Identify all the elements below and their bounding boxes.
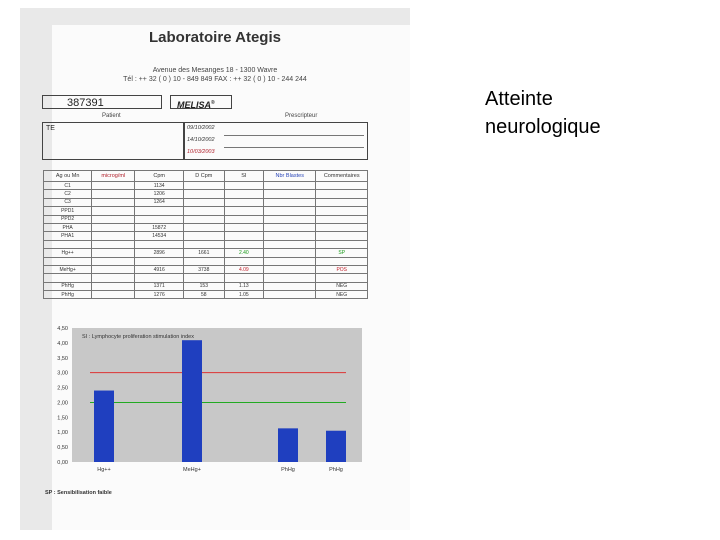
column-header: Cpm [135,171,184,182]
table-cell-dcpm [184,190,224,198]
y-tick-label: 3,00 [57,370,68,377]
table-cell-comment [316,257,368,265]
table-cell-blast [264,274,316,282]
table-cell-si [224,240,264,248]
table-cell-ag: PPD2 [44,215,92,223]
table-cell-blast [264,215,316,223]
table-cell-ag: C3 [44,198,92,206]
table-cell-dcpm: 3738 [184,265,224,273]
table-row [44,232,368,240]
table-cell-comment: NEG [316,282,368,290]
table-row [44,257,368,265]
table-cell-dcpm [184,207,224,215]
table-cell-conc [92,223,135,231]
table-cell-ag: PHA1 [44,232,92,240]
table-cell-conc [92,215,135,223]
table-cell-si: 1.13 [224,282,264,290]
y-tick-label: 2,50 [57,385,68,392]
table-cell-ag [44,274,92,282]
table-cell-cpm: 14534 [135,232,184,240]
table-row [44,182,368,190]
table-header-row [44,171,368,182]
table-cell-comment: NEG [316,291,368,299]
x-tick-label: PhHg [281,467,295,473]
column-header: Ag ou Mn [44,171,92,182]
table-cell-comment [316,240,368,248]
table-cell-comment [316,198,368,206]
table-cell-dcpm [184,198,224,206]
table-cell-cpm [135,257,184,265]
table-cell-ag [44,257,92,265]
patient-number-box [42,95,162,109]
table-cell-si [224,223,264,231]
table-row [44,190,368,198]
table-cell-conc [92,198,135,206]
table-cell-dcpm: 153 [184,282,224,290]
caption [485,85,601,141]
table-cell-si [224,190,264,198]
table-cell-conc [92,190,135,198]
table-row [44,291,368,299]
table-cell-conc [92,207,135,215]
table-cell-comment: SP [316,249,368,257]
table-cell-cpm: 1206 [135,190,184,198]
dates-divider [224,135,364,136]
plot-area [72,328,362,462]
table-cell-blast [264,291,316,299]
table-cell-cpm: 1276 [135,291,184,299]
table-cell-dcpm [184,232,224,240]
table-row [44,265,368,273]
table-cell-blast [264,249,316,257]
table-cell-si [224,215,264,223]
patient-number: 387391 [67,97,104,109]
table-cell-dcpm [184,215,224,223]
table-cell-blast [264,190,316,198]
table-cell-dcpm [184,240,224,248]
table-cell-ag: PHA [44,223,92,231]
table-cell-si: 1.05 [224,291,264,299]
y-tick-label: 3,50 [57,355,68,362]
table-cell-cpm: 1371 [135,282,184,290]
chart-title: SI : Lymphocyte proliferation stimulation index [82,334,194,340]
table-cell-blast [264,182,316,190]
table-cell-dcpm [184,274,224,282]
test-name-box [170,95,232,109]
table-cell-cpm: 1134 [135,182,184,190]
table-row [44,240,368,248]
table-cell-blast [264,282,316,290]
table-row [44,215,368,223]
table-cell-conc [92,232,135,240]
table-cell-ag [44,240,92,248]
bar-1 [94,391,114,462]
y-tick-label: 4,50 [57,326,68,332]
caption-line-1: Atteinte [485,88,553,110]
table-cell-blast [264,207,316,215]
table-cell-ag: MeHg+ [44,265,92,273]
table-cell-cpm: 1264 [135,198,184,206]
caption-line-2: neurologique [485,116,601,138]
y-tick-label: 1,00 [57,430,68,437]
table-cell-si [224,274,264,282]
y-tick-label: 2,00 [57,400,68,407]
x-tick-label: PhHg [329,467,343,473]
table-cell-blast [264,265,316,273]
table-cell-blast [264,232,316,240]
table-cell-comment: POS [316,265,368,273]
registered-mark: ® [211,100,215,106]
table-cell-dcpm: 1661 [184,249,224,257]
table-cell-blast [264,257,316,265]
table-cell-conc [92,249,135,257]
table-cell-si: 2.40 [224,249,264,257]
column-header: SI [224,171,264,182]
column-header: microg/ml [92,171,135,182]
footnote: SP : Sensibilisation faible [45,490,112,496]
column-header: Nbr Blastes [264,171,316,182]
table-cell-ag: PhHg [44,291,92,299]
dates-box [183,122,368,160]
table-cell-comment [316,223,368,231]
table-cell-conc [92,282,135,290]
y-tick-label: 0,00 [57,460,68,466]
column-header: Commentaires [316,171,368,182]
x-tick-label: Hg++ [97,467,111,473]
table-cell-si: 4.09 [224,265,264,273]
x-tick-label: MeHg+ [183,467,201,473]
patient-name: TE [46,125,55,132]
table-cell-ag: C2 [44,190,92,198]
table-cell-comment [316,215,368,223]
test-name: MELISA [177,100,212,110]
table-row [44,274,368,282]
dates-divider [224,147,364,148]
table-cell-si [224,182,264,190]
table-cell-cpm [135,207,184,215]
table-cell-dcpm [184,257,224,265]
table-cell-cpm: 4916 [135,265,184,273]
table-row [44,249,368,257]
bar-2 [182,340,202,462]
table-cell-conc [92,265,135,273]
date-2: 14/10/2002 [187,137,215,143]
patient-box [42,122,185,160]
table-cell-si [224,257,264,265]
table-cell-comment [316,207,368,215]
results-table [43,170,368,299]
table-cell-dcpm: 58 [184,291,224,299]
table-cell-conc [92,240,135,248]
lab-name: Laboratoire Ategis [149,29,281,46]
table-row [44,207,368,215]
table-cell-cpm [135,240,184,248]
table-cell-blast [264,240,316,248]
patient-label: Patient [102,113,121,119]
table-cell-comment [316,190,368,198]
y-tick-label: 4,00 [57,340,68,347]
table-cell-comment [316,274,368,282]
table-cell-comment [316,232,368,240]
table-cell-comment [316,182,368,190]
table-cell-dcpm [184,223,224,231]
si-chart-svg [42,320,370,480]
column-header: D Cpm [184,171,224,182]
bar-4 [326,431,346,462]
table-cell-ag: PPD1 [44,207,92,215]
date-1: 09/10/2002 [187,125,215,131]
table-row [44,198,368,206]
table-cell-conc [92,257,135,265]
table-cell-conc [92,291,135,299]
table-cell-ag: C1 [44,182,92,190]
table-row [44,282,368,290]
table-cell-si [224,207,264,215]
table-cell-blast [264,198,316,206]
table-cell-dcpm [184,182,224,190]
prescriber-label: Prescripteur [285,113,318,119]
y-tick-label: 0,50 [57,445,68,452]
table-cell-si [224,198,264,206]
lab-address: Avenue des Mesanges 18 - 1300 Wavre [152,67,278,74]
table-cell-cpm: 2896 [135,249,184,257]
table-cell-cpm: 15872 [135,223,184,231]
table-cell-si [224,232,264,240]
table-cell-conc [92,182,135,190]
date-3: 10/03/2003 [187,149,215,155]
table-row [44,223,368,231]
table-cell-blast [264,223,316,231]
y-tick-label: 1,50 [57,415,68,422]
table-cell-ag: PhHg [44,282,92,290]
bar-3 [278,428,298,462]
table-cell-cpm [135,274,184,282]
table-cell-cpm [135,215,184,223]
table-cell-ag: Hg++ [44,249,92,257]
table-cell-conc [92,274,135,282]
lab-phone: Tél : ++ 32 ( 0 ) 10 - 849 849 FAX : ++ 32 ( 0 ) 10 - 244 244 [123,76,307,83]
si-chart [42,320,370,500]
